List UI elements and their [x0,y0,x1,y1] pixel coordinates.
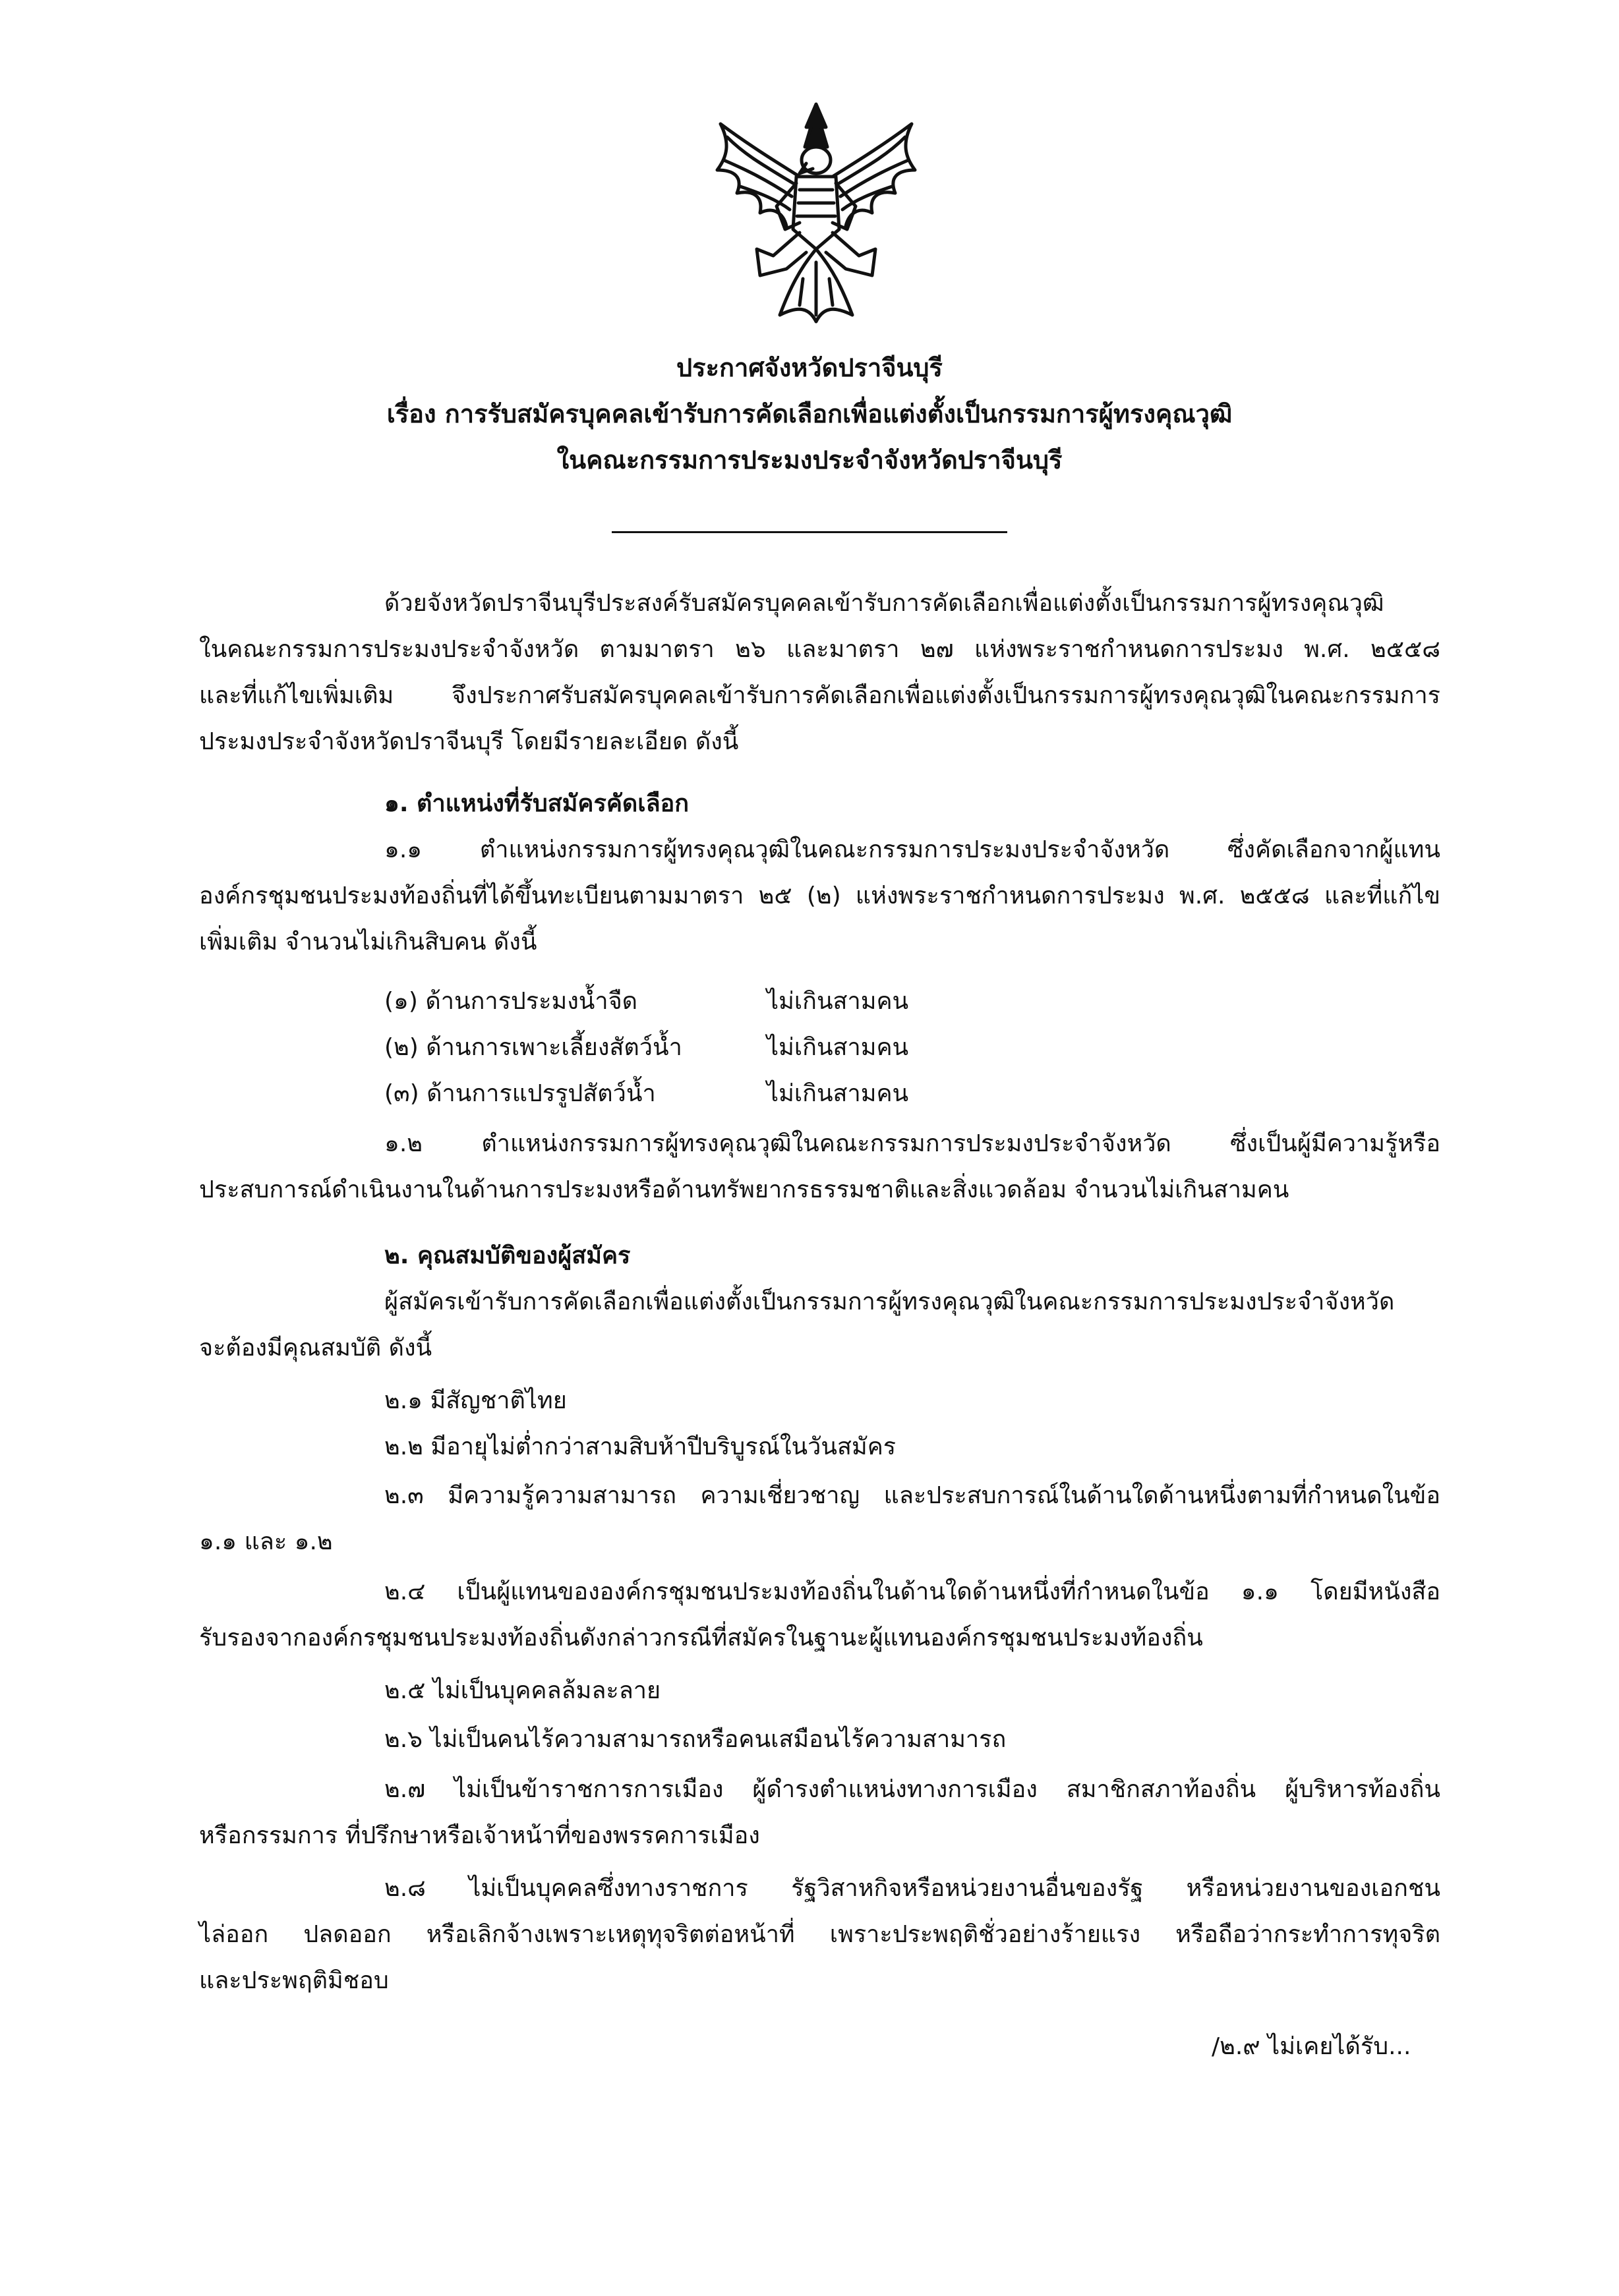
garuda-emblem [707,98,925,325]
section-1-2-line: ประสบการณ์ดำเนินงานในด้านการประมงหรือด้านทรัพยากรธรรมชาติและสิ่งแวดล้อม จำนวนไม่เกินสามคน [199,1176,1289,1203]
intro-line: ประมงประจำจังหวัดปราจีนบุรี โดยมีรายละเอียด ดังนี้ [199,728,739,755]
list-item-limit: ไม่เกินสามคน [767,1080,909,1107]
section-2-intro-line: ผู้สมัครเข้ารับการคัดเลือกเพื่อแต่งตั้งเป็นกรรมการผู้ทรงคุณวุฒิในคณะกรรมการประมงประจำจังหวัด [384,1288,1395,1315]
qualification-item: ๒.๖ ไม่เป็นคนไร้ความสามารถหรือคนเสมือนไร้ความสามารถ [384,1726,1007,1753]
qualification-item: ๒.๘ ไม่เป็นบุคคลซึ่งทางราชการ รัฐวิสาหกิจหรือหน่วยงานอื่นของรัฐ หรือหน่วยงานของเอกชน [384,1875,1440,1902]
qualification-item: ๒.๑ มีสัญชาติไทย [384,1387,567,1414]
section-1-1-line: เพิ่มเติม จำนวนไม่เกินสิบคน ดังนี้ [199,929,537,956]
qualification-item: ๑.๑ และ ๑.๒ [199,1528,333,1555]
qualification-item: ๒.๓ มีความรู้ความสามารถ ความเชี่ยวชาญ และประสบการณ์ในด้านใดด้านหนึ่งตามที่กำหนดในข้อ [384,1482,1440,1509]
section-1-heading: ๑. ตำแหน่งที่รับสมัครคัดเลือก [384,790,690,817]
list-item-limit: ไม่เกินสามคน [767,1034,909,1061]
title-divider [612,531,1007,533]
intro-line: และที่แก้ไขเพิ่มเติม จึงประกาศรับสมัครบุคคลเข้ารับการคัดเลือกเพื่อแต่งตั้งเป็นกรรมการผู้ทรงคุณวุฒิในคณะกรรมการ [199,682,1440,709]
page-title: ประกาศจังหวัดปราจีนบุรี [676,353,943,382]
qualification-item: ๒.๔ เป็นผู้แทนขององค์กรชุมชนประมงท้องถิ่นในด้านใดด้านหนึ่งที่กำหนดในข้อ ๑.๑ โดยมีหนังสือ [384,1578,1440,1605]
qualification-item: ๒.๒ มีอายุไม่ต่ำกว่าสามสิบห้าปีบริบูรณ์ในวันสมัคร [384,1433,897,1460]
list-item-limit: ไม่เกินสามคน [767,988,909,1015]
list-item-label: (๑) ด้านการประมงน้ำจืด [384,988,638,1015]
section-2-intro-line: จะต้องมีคุณสมบัติ ดังนี้ [199,1335,432,1362]
intro-line: ในคณะกรรมการประมงประจำจังหวัด ตามมาตรา ๒๖ และมาตรา ๒๗ แห่งพระราชกำหนดการประมง พ.ศ. ๒๕๕๘ [199,636,1440,663]
subject-line: เรื่อง การรับสมัครบุคคลเข้ารับการคัดเลือกเพื่อแต่งตั้งเป็นกรรมการผู้ทรงคุณวุฒิ [386,399,1233,428]
qualification-item: ไล่ออก ปลดออก หรือเลิกจ้างเพราะเหตุทุจริตต่อหน้าที่ เพราะประพฤติชั่วอย่างร้ายแรง หรือถือว่ากระทำการทุจริต [199,1921,1440,1948]
list-item-label: (๓) ด้านการแปรรูปสัตว์น้ำ [384,1080,656,1107]
section-1-1-line: องค์กรชุมชนประมงท้องถิ่นที่ได้ขึ้นทะเบียนตามมาตรา ๒๕ (๒) แห่งพระราชกำหนดการประมง พ.ศ. ๒๕๕๘ และที่แก้ไข [199,882,1440,909]
section-1-1-line: ๑.๑ ตำแหน่งกรรมการผู้ทรงคุณวุฒิในคณะกรรมการประมงประจำจังหวัด ซึ่งคัดเลือกจากผู้แทน [384,836,1440,863]
qualification-item: ๒.๗ ไม่เป็นข้าราชการการเมือง ผู้ดำรงตำแหน่งทางการเมือง สมาชิกสภาท้องถิ่น ผู้บริหารท้องถิ่น [384,1776,1440,1803]
section-2-heading: ๒. คุณสมบัติของผู้สมัคร [384,1242,631,1269]
qualification-item: ๒.๕ ไม่เป็นบุคคลล้มละลาย [384,1677,661,1704]
qualification-item: และประพฤติมิชอบ [199,1967,389,1994]
intro-line: ด้วยจังหวัดปราจีนบุรีประสงค์รับสมัครบุคคลเข้ารับการคัดเลือกเพื่อแต่งตั้งเป็นกรรมการผู้ทรงคุณวุฒิ [384,590,1384,617]
qualification-item: รับรองจากองค์กรชุมชนประมงท้องถิ่นดังกล่าวกรณีที่สมัครในฐานะผู้แทนองค์กรชุมชนประมงท้องถิ่น [199,1624,1203,1651]
continuation-note: /๒.๙ ไม่เคยได้รับ... [1212,2033,1411,2060]
section-1-2-line: ๑.๒ ตำแหน่งกรรมการผู้ทรงคุณวุฒิในคณะกรรมการประมงประจำจังหวัด ซึ่งเป็นผู้มีความรู้หรือ [384,1130,1440,1157]
qualification-item: หรือกรรมการ ที่ปรึกษาหรือเจ้าหน้าที่ของพรรคการเมือง [199,1822,760,1849]
list-item-label: (๒) ด้านการเพาะเลี้ยงสัตว์น้ำ [384,1034,682,1061]
subject-line-2: ในคณะกรรมการประมงประจำจังหวัดปราจีนบุรี [556,445,1063,474]
